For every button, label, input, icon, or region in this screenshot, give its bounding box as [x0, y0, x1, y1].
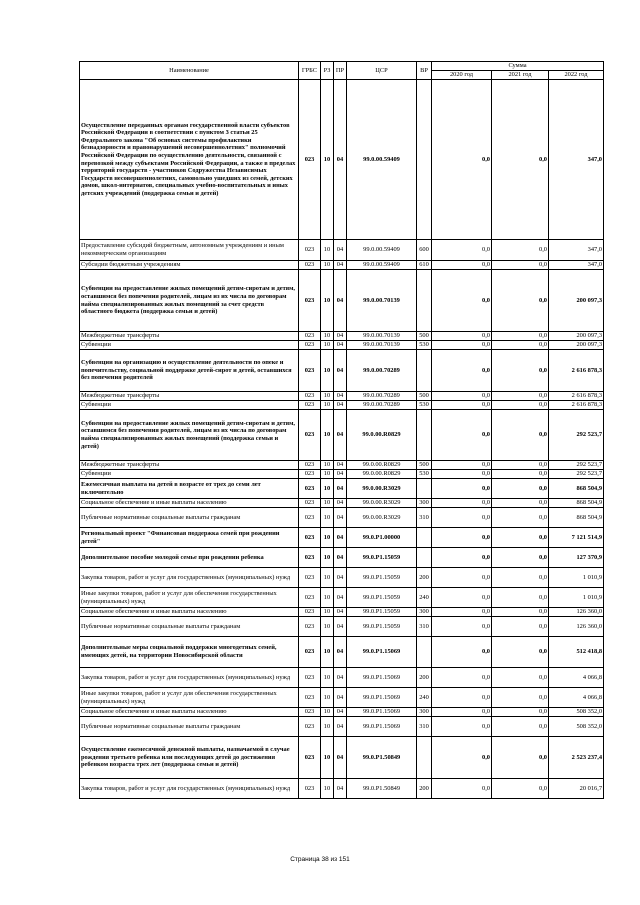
- row-amount-2020: 0,0: [432, 270, 492, 332]
- row-amount-2022: 2 616 878,3: [549, 401, 604, 410]
- row-vr: [417, 270, 432, 332]
- table-row: [80, 392, 604, 401]
- row-amount-2021: 0,0: [492, 470, 549, 479]
- row-amount-2020: 0,0: [432, 341, 492, 350]
- row-amount-2022: 126 360,0: [549, 608, 604, 617]
- row-amount-2021: 0,0: [492, 479, 549, 499]
- row-grbs: 023: [299, 668, 321, 688]
- row-grbs: 023: [299, 588, 321, 608]
- row-pr: 04: [334, 410, 347, 461]
- row-pr: 04: [334, 548, 347, 568]
- row-csr: 99.0.00.70289: [347, 392, 417, 401]
- row-pr: 04: [334, 688, 347, 708]
- row-name: Социальное обеспечение и иные выплаты населению: [80, 708, 299, 717]
- header-rz: РЗ: [321, 62, 334, 80]
- row-grbs: 023: [299, 341, 321, 350]
- row-csr: 99.0.P1.15069: [347, 668, 417, 688]
- row-amount-2020: 0,0: [432, 261, 492, 270]
- row-pr: 04: [334, 261, 347, 270]
- row-vr: 200: [417, 668, 432, 688]
- row-csr: 99.0.P1.00000: [347, 528, 417, 548]
- table-row: [80, 617, 604, 637]
- row-csr: 99.0.P1.15069: [347, 637, 417, 668]
- row-vr: [417, 528, 432, 548]
- row-amount-2022: 508 352,0: [549, 708, 604, 717]
- row-pr: 04: [334, 461, 347, 470]
- row-grbs: 023: [299, 717, 321, 737]
- header-sum: Сумма: [432, 62, 604, 71]
- row-rz: 10: [321, 688, 334, 708]
- row-amount-2022: 2 523 237,4: [549, 737, 604, 779]
- row-amount-2022: 292 523,7: [549, 470, 604, 479]
- row-csr: 99.0.00.70139: [347, 341, 417, 350]
- row-amount-2022: 347,0: [549, 80, 604, 240]
- row-grbs: 023: [299, 637, 321, 668]
- row-amount-2020: 0,0: [432, 392, 492, 401]
- row-rz: 10: [321, 350, 334, 392]
- row-amount-2022: 347,0: [549, 240, 604, 261]
- row-name: Публичные нормативные социальные выплаты гражданам: [80, 617, 299, 637]
- row-csr: 99.0.00.R0829: [347, 461, 417, 470]
- row-amount-2021: 0,0: [492, 508, 549, 528]
- row-rz: 10: [321, 737, 334, 779]
- row-grbs: 023: [299, 499, 321, 508]
- row-rz: 10: [321, 461, 334, 470]
- table-row: [80, 588, 604, 608]
- row-pr: 04: [334, 779, 347, 799]
- table-row: [80, 401, 604, 410]
- row-pr: 04: [334, 668, 347, 688]
- row-amount-2022: 868 504,9: [549, 479, 604, 499]
- row-pr: 04: [334, 341, 347, 350]
- row-name: Субвенции: [80, 341, 299, 350]
- header-name: Наименование: [80, 62, 299, 80]
- row-name: Региональный проект "Финансовая поддержка семей при рождении детей": [80, 528, 299, 548]
- row-amount-2021: 0,0: [492, 717, 549, 737]
- row-csr: 99.0.P1.15069: [347, 717, 417, 737]
- header-year-2021: 2021 год: [492, 71, 549, 80]
- row-vr: 530: [417, 341, 432, 350]
- row-vr: [417, 410, 432, 461]
- row-csr: 99.0.00.R0829: [347, 470, 417, 479]
- row-pr: 04: [334, 588, 347, 608]
- row-amount-2022: 20 016,7: [549, 779, 604, 799]
- table-row: [80, 261, 604, 270]
- row-name: Осуществление ежемесячной денежной выплаты, назначаемой в случае рождения третьего ребенка или последующих детей до достижения ребенком возраста трех лет (поддержка семьи и детей): [80, 737, 299, 779]
- row-amount-2021: 0,0: [492, 548, 549, 568]
- table-row: [80, 528, 604, 548]
- row-amount-2021: 0,0: [492, 568, 549, 588]
- row-rz: 10: [321, 637, 334, 668]
- row-amount-2020: 0,0: [432, 568, 492, 588]
- row-amount-2020: 0,0: [432, 688, 492, 708]
- row-csr: 99.0.00.70289: [347, 401, 417, 410]
- row-grbs: 023: [299, 392, 321, 401]
- row-name: Публичные нормативные социальные выплаты гражданам: [80, 717, 299, 737]
- row-grbs: 023: [299, 568, 321, 588]
- table-row: [80, 717, 604, 737]
- row-vr: 300: [417, 708, 432, 717]
- row-amount-2022: 127 370,9: [549, 548, 604, 568]
- row-rz: 10: [321, 392, 334, 401]
- table-row: [80, 548, 604, 568]
- row-rz: 10: [321, 499, 334, 508]
- row-grbs: 023: [299, 410, 321, 461]
- row-pr: 04: [334, 332, 347, 341]
- row-amount-2021: 0,0: [492, 499, 549, 508]
- row-amount-2021: 0,0: [492, 350, 549, 392]
- row-rz: 10: [321, 270, 334, 332]
- row-name: Субвенции: [80, 401, 299, 410]
- row-name: Межбюджетные трансферты: [80, 332, 299, 341]
- row-amount-2021: 0,0: [492, 240, 549, 261]
- row-pr: 04: [334, 240, 347, 261]
- row-pr: 04: [334, 392, 347, 401]
- table-body: [80, 80, 604, 799]
- row-amount-2022: 4 066,8: [549, 668, 604, 688]
- row-vr: 530: [417, 401, 432, 410]
- row-pr: 04: [334, 350, 347, 392]
- row-csr: 99.0.00.70139: [347, 332, 417, 341]
- row-amount-2021: 0,0: [492, 737, 549, 779]
- table-row: [80, 708, 604, 717]
- row-grbs: 023: [299, 270, 321, 332]
- row-pr: 04: [334, 568, 347, 588]
- row-amount-2021: 0,0: [492, 588, 549, 608]
- row-amount-2020: 0,0: [432, 240, 492, 261]
- row-rz: 10: [321, 410, 334, 461]
- row-name: Дополнительное пособие молодой семье при рождении ребенка: [80, 548, 299, 568]
- row-name: Публичные нормативные социальные выплаты гражданам: [80, 508, 299, 528]
- table-row: [80, 568, 604, 588]
- row-amount-2022: 868 504,9: [549, 508, 604, 528]
- header-pr: ПР: [334, 62, 347, 80]
- row-name: Субвенции на предоставление жилых помещений детям-сиротам и детям, оставшимся без попечения родителей, лицам из их числа по договорам найма специализированных жилых помещений (поддержка семьи и детей): [80, 410, 299, 461]
- row-csr: 99.0.00.59409: [347, 261, 417, 270]
- row-csr: 99.0.00.R3029: [347, 508, 417, 528]
- row-amount-2022: 512 418,8: [549, 637, 604, 668]
- row-csr: 99.0.00.70139: [347, 270, 417, 332]
- row-grbs: 023: [299, 461, 321, 470]
- row-amount-2020: 0,0: [432, 588, 492, 608]
- row-amount-2020: 0,0: [432, 499, 492, 508]
- row-amount-2020: 0,0: [432, 80, 492, 240]
- row-pr: 04: [334, 80, 347, 240]
- table-row: [80, 479, 604, 499]
- row-vr: [417, 479, 432, 499]
- row-rz: 10: [321, 779, 334, 799]
- row-amount-2021: 0,0: [492, 637, 549, 668]
- row-amount-2021: 0,0: [492, 461, 549, 470]
- row-amount-2021: 0,0: [492, 708, 549, 717]
- row-amount-2020: 0,0: [432, 668, 492, 688]
- header-year-2022: 2022 год: [549, 71, 604, 80]
- row-pr: 04: [334, 528, 347, 548]
- row-vr: 200: [417, 568, 432, 588]
- table-row: [80, 608, 604, 617]
- row-pr: 04: [334, 270, 347, 332]
- row-grbs: 023: [299, 401, 321, 410]
- table-header: [80, 62, 604, 80]
- row-grbs: 023: [299, 80, 321, 240]
- row-pr: 04: [334, 499, 347, 508]
- row-amount-2020: 0,0: [432, 608, 492, 617]
- row-name: Закупка товаров, работ и услуг для государственных (муниципальных) нужд: [80, 668, 299, 688]
- row-csr: 99.0.P1.50849: [347, 737, 417, 779]
- row-vr: 600: [417, 240, 432, 261]
- row-csr: 99.0.P1.15069: [347, 708, 417, 717]
- table-row: [80, 350, 604, 392]
- row-rz: 10: [321, 717, 334, 737]
- header-csr: ЦСР: [347, 62, 417, 80]
- row-amount-2021: 0,0: [492, 410, 549, 461]
- row-grbs: 023: [299, 708, 321, 717]
- row-vr: [417, 548, 432, 568]
- row-vr: 240: [417, 588, 432, 608]
- row-csr: 99.0.00.59409: [347, 240, 417, 261]
- row-rz: 10: [321, 668, 334, 688]
- row-csr: 99.0.00.59409: [347, 80, 417, 240]
- row-grbs: 023: [299, 608, 321, 617]
- row-amount-2022: 4 066,8: [549, 688, 604, 708]
- row-name: Иные закупки товаров, работ и услуг для обеспечения государственных (муниципальных) нужд: [80, 588, 299, 608]
- row-amount-2021: 0,0: [492, 401, 549, 410]
- row-grbs: 023: [299, 688, 321, 708]
- row-grbs: 023: [299, 332, 321, 341]
- row-grbs: 023: [299, 737, 321, 779]
- table-row: [80, 668, 604, 688]
- row-name: Иные закупки товаров, работ и услуг для обеспечения государственных (муниципальных) нужд: [80, 688, 299, 708]
- row-csr: 99.0.P1.15059: [347, 617, 417, 637]
- table-row: [80, 240, 604, 261]
- row-vr: 310: [417, 717, 432, 737]
- row-pr: 04: [334, 737, 347, 779]
- row-grbs: 023: [299, 470, 321, 479]
- table-row: [80, 270, 604, 332]
- row-amount-2020: 0,0: [432, 350, 492, 392]
- row-name: Межбюджетные трансферты: [80, 392, 299, 401]
- table-row: [80, 637, 604, 668]
- row-pr: 04: [334, 470, 347, 479]
- table-row: [80, 80, 604, 240]
- row-csr: 99.0.00.R3029: [347, 479, 417, 499]
- row-amount-2020: 0,0: [432, 528, 492, 548]
- row-grbs: 023: [299, 617, 321, 637]
- row-csr: 99.0.P1.15059: [347, 588, 417, 608]
- page-number: Страница 38 из 151: [290, 856, 350, 863]
- row-name: Субвенции на организацию и осуществление деятельности по опеке и попечительству, социальной поддержке детей-сирот и детей, оставшихся без попечения родителей: [80, 350, 299, 392]
- header-vr: ВР: [417, 62, 432, 80]
- row-name: Предоставление субсидий бюджетным, автономным учреждениям и иным некоммерческим организациям: [80, 240, 299, 261]
- row-vr: [417, 637, 432, 668]
- row-rz: 10: [321, 508, 334, 528]
- row-grbs: 023: [299, 528, 321, 548]
- row-amount-2021: 0,0: [492, 341, 549, 350]
- row-csr: 99.0.00.R3029: [347, 499, 417, 508]
- row-name: Социальное обеспечение и иные выплаты населению: [80, 499, 299, 508]
- header-grbs: ГРБС: [299, 62, 321, 80]
- table-row: [80, 341, 604, 350]
- row-amount-2022: 126 360,0: [549, 617, 604, 637]
- row-rz: 10: [321, 479, 334, 499]
- table-row: [80, 410, 604, 461]
- row-amount-2021: 0,0: [492, 528, 549, 548]
- table-row: [80, 737, 604, 779]
- row-vr: 300: [417, 608, 432, 617]
- row-rz: 10: [321, 240, 334, 261]
- row-grbs: 023: [299, 779, 321, 799]
- row-amount-2022: 508 352,0: [549, 717, 604, 737]
- row-pr: 04: [334, 608, 347, 617]
- row-vr: [417, 737, 432, 779]
- row-amount-2021: 0,0: [492, 688, 549, 708]
- row-amount-2021: 0,0: [492, 261, 549, 270]
- row-amount-2022: 347,0: [549, 261, 604, 270]
- table-row: [80, 470, 604, 479]
- row-csr: 99.0.P1.15059: [347, 568, 417, 588]
- row-csr: 99.0.P1.15059: [347, 608, 417, 617]
- row-grbs: 023: [299, 240, 321, 261]
- row-amount-2021: 0,0: [492, 332, 549, 341]
- row-rz: 10: [321, 588, 334, 608]
- row-name: Субвенции на предоставление жилых помещений детям-сиротам и детям, оставшимся без попечения родителей, лицам из их числа по договорам найма специализированных жилых помещений за счет средств областного бюджета (поддержка семьи и детей): [80, 270, 299, 332]
- row-pr: 04: [334, 479, 347, 499]
- row-vr: 200: [417, 779, 432, 799]
- row-amount-2022: 868 504,9: [549, 499, 604, 508]
- row-csr: 99.0.00.70289: [347, 350, 417, 392]
- row-name: Социальное обеспечение и иные выплаты населению: [80, 608, 299, 617]
- row-amount-2022: 200 097,3: [549, 270, 604, 332]
- row-grbs: 023: [299, 479, 321, 499]
- row-amount-2020: 0,0: [432, 508, 492, 528]
- row-amount-2022: 2 616 878,3: [549, 350, 604, 392]
- row-csr: 99.0.P1.15059: [347, 548, 417, 568]
- table-row: [80, 779, 604, 799]
- table-row: [80, 499, 604, 508]
- row-grbs: 023: [299, 350, 321, 392]
- row-name: Ежемесячная выплата на детей в возрасте от трех до семи лет включительно: [80, 479, 299, 499]
- row-amount-2020: 0,0: [432, 737, 492, 779]
- row-vr: 240: [417, 688, 432, 708]
- row-rz: 10: [321, 401, 334, 410]
- table-row: [80, 332, 604, 341]
- row-name: Закупка товаров, работ и услуг для государственных (муниципальных) нужд: [80, 568, 299, 588]
- row-name: Субвенции: [80, 470, 299, 479]
- row-amount-2020: 0,0: [432, 410, 492, 461]
- row-pr: 04: [334, 508, 347, 528]
- row-rz: 10: [321, 261, 334, 270]
- row-amount-2021: 0,0: [492, 392, 549, 401]
- row-amount-2020: 0,0: [432, 708, 492, 717]
- row-vr: 500: [417, 332, 432, 341]
- row-vr: 500: [417, 392, 432, 401]
- row-vr: 500: [417, 461, 432, 470]
- row-vr: 610: [417, 261, 432, 270]
- row-name: Субсидии бюджетным учреждениям: [80, 261, 299, 270]
- header-year-2020: 2020 год: [432, 71, 492, 80]
- row-rz: 10: [321, 708, 334, 717]
- row-amount-2021: 0,0: [492, 668, 549, 688]
- row-csr: 99.0.P1.15069: [347, 688, 417, 708]
- row-rz: 10: [321, 470, 334, 479]
- table-row: [80, 461, 604, 470]
- row-amount-2020: 0,0: [432, 637, 492, 668]
- row-amount-2020: 0,0: [432, 779, 492, 799]
- row-amount-2020: 0,0: [432, 479, 492, 499]
- row-amount-2020: 0,0: [432, 717, 492, 737]
- row-rz: 10: [321, 80, 334, 240]
- row-amount-2021: 0,0: [492, 617, 549, 637]
- row-vr: 300: [417, 499, 432, 508]
- row-grbs: 023: [299, 261, 321, 270]
- row-pr: 04: [334, 617, 347, 637]
- row-name: Закупка товаров, работ и услуг для государственных (муниципальных) нужд: [80, 779, 299, 799]
- table-row: [80, 508, 604, 528]
- row-rz: 10: [321, 332, 334, 341]
- row-pr: 04: [334, 708, 347, 717]
- row-amount-2022: 200 097,3: [549, 332, 604, 341]
- row-csr: 99.0.P1.50849: [347, 779, 417, 799]
- row-amount-2022: 2 616 878,3: [549, 392, 604, 401]
- row-amount-2022: 292 523,7: [549, 410, 604, 461]
- row-amount-2021: 0,0: [492, 608, 549, 617]
- row-grbs: 023: [299, 508, 321, 528]
- row-csr: 99.0.00.R0829: [347, 410, 417, 461]
- row-amount-2020: 0,0: [432, 461, 492, 470]
- row-amount-2021: 0,0: [492, 779, 549, 799]
- row-vr: 530: [417, 470, 432, 479]
- row-amount-2022: 7 121 514,9: [549, 528, 604, 548]
- row-amount-2022: 200 097,3: [549, 341, 604, 350]
- row-amount-2020: 0,0: [432, 548, 492, 568]
- row-rz: 10: [321, 548, 334, 568]
- row-amount-2022: 1 010,9: [549, 568, 604, 588]
- row-vr: [417, 350, 432, 392]
- row-amount-2022: 292 523,7: [549, 461, 604, 470]
- row-pr: 04: [334, 637, 347, 668]
- row-amount-2020: 0,0: [432, 470, 492, 479]
- table-row: [80, 688, 604, 708]
- row-amount-2020: 0,0: [432, 332, 492, 341]
- row-amount-2021: 0,0: [492, 80, 549, 240]
- row-amount-2021: 0,0: [492, 270, 549, 332]
- row-amount-2020: 0,0: [432, 401, 492, 410]
- row-rz: 10: [321, 608, 334, 617]
- row-vr: 310: [417, 508, 432, 528]
- row-name: Дополнительные меры социальной поддержки многодетных семей, имеющих детей, на территории Новосибирской области: [80, 637, 299, 668]
- row-rz: 10: [321, 528, 334, 548]
- row-name: Осуществление переданных органам государственной власти субъектов Российской Федерации в соответствии с пунктом 3 статьи 25 Федерального закона "Об основах системы профилактики безнадзорности и правонарушений несовершеннолетних" полномочий Российской Федерации по осуществлению деятельности, связанной с перевозкой между субъектами Российской Федерации, а также в пределах территорий государств - участников Содружества Независимых Государств несовершеннолетних, самовольно ушедших из семей, детских домов, школ-интернатов, специальных учебно-воспитательных и иных детских учреждений (поддержка семьи и детей): [80, 80, 299, 240]
- row-rz: 10: [321, 617, 334, 637]
- row-pr: 04: [334, 717, 347, 737]
- row-amount-2020: 0,0: [432, 617, 492, 637]
- budget-table: [79, 61, 604, 799]
- row-amount-2022: 1 010,9: [549, 588, 604, 608]
- row-name: Межбюджетные трансферты: [80, 461, 299, 470]
- row-rz: 10: [321, 568, 334, 588]
- row-rz: 10: [321, 341, 334, 350]
- row-pr: 04: [334, 401, 347, 410]
- row-grbs: 023: [299, 548, 321, 568]
- row-vr: 310: [417, 617, 432, 637]
- row-vr: [417, 80, 432, 240]
